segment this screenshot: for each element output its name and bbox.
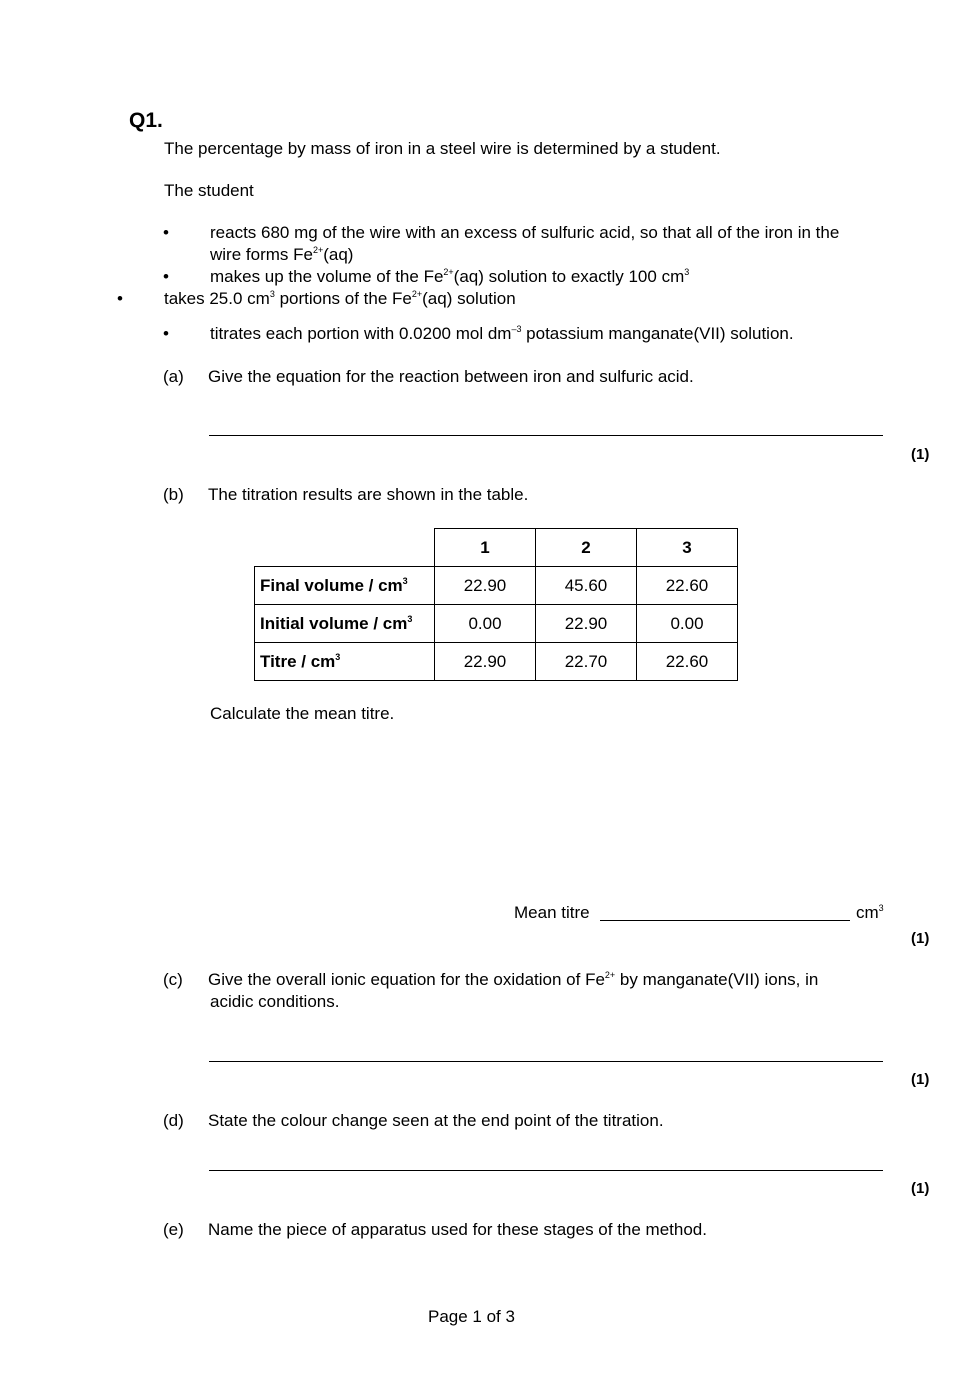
superscript: 2+ [411,289,423,299]
superscript: 2+ [443,267,454,277]
table-row [255,567,738,605]
part-b-instruction: Calculate the mean titre. [210,704,395,723]
row-label: Titre / cm [260,651,336,671]
part-b-mark: (1) [911,930,930,947]
page-number: Page 1 of 3 [428,1307,515,1326]
table-col-header: 1 [435,529,536,567]
bullet-1-line2: wire forms Fe [210,245,313,264]
superscript: 3 [684,267,690,277]
part-a-text: Give the equation for the reaction between iron and sulfuric acid. [208,367,694,386]
part-d-text: State the colour change seen at the end point of the titration. [208,1111,664,1130]
bullet-1-line1: reacts 680 mg of the wire with an excess of sulfuric acid, so that all of the iron in the [210,223,840,242]
bullet-text [210,267,689,287]
bullet-icon: • [163,267,169,286]
bullet-4-text: titrates each portion with 0.0200 mol dm [210,324,512,343]
table-cell: 22.60 [637,567,738,605]
bullet-2-text: makes up the volume of the Fe [210,267,444,286]
table-cell: 45.60 [536,567,637,605]
part-d-answer-line[interactable] [209,1170,883,1171]
titration-table [254,528,738,681]
table-row-header [255,567,435,605]
superscript: 2+ [312,245,324,255]
part-b-label: (b) [163,485,184,504]
table-col-header: 2 [536,529,637,567]
bullet-3-text-end: (aq) solution [422,289,516,308]
table-cell: 22.90 [536,605,637,643]
question-number: Q1. [129,109,163,132]
mean-titre-unit [856,903,884,923]
row-label: Initial volume / cm [260,613,408,633]
superscript: 3 [402,575,408,586]
table-cell: 22.90 [435,643,536,681]
table-cell: 0.00 [435,605,536,643]
superscript: 3 [269,289,275,299]
table-cell: 22.70 [536,643,637,681]
student-label: The student [164,181,254,200]
mean-titre-answer-line[interactable] [600,920,850,921]
part-c-text-line2: acidic conditions. [210,992,340,1011]
superscript: 3 [878,903,884,913]
part-d-mark: (1) [911,1180,930,1197]
part-c-answer-line[interactable] [209,1061,883,1062]
question-intro: The percentage by mass of iron in a steel wire is determined by a student. [164,139,721,158]
table-row-header [255,605,435,643]
row-label: Final volume / cm [260,575,403,595]
bullet-text [164,289,516,309]
table-row-header [255,643,435,681]
superscript: –3 [511,324,522,334]
table-col-header: 3 [637,529,738,567]
table-row [255,605,738,643]
bullet-3-text-mid: portions of the Fe [274,289,412,308]
superscript: 2+ [604,970,616,980]
bullet-icon: • [117,289,123,308]
part-d-label: (d) [163,1111,184,1130]
table-row [255,643,738,681]
table-corner-cell [255,529,435,567]
part-a-label: (a) [163,367,184,386]
bullet-text [210,324,794,344]
bullet-icon: • [163,324,169,343]
bullet-3-text: takes 25.0 cm [164,289,270,308]
table-cell: 22.90 [435,567,536,605]
part-c-text-start: Give the overall ionic equation for the oxidation of Fe [208,970,605,989]
mean-titre-label: Mean titre [514,903,590,922]
part-c-text [208,970,818,990]
table-header-row [255,529,738,567]
part-a-mark: (1) [911,446,930,463]
bullet-text-continued [210,245,353,265]
unit-text: cm [856,903,879,922]
part-e-label: (e) [163,1220,184,1239]
superscript: 3 [407,613,413,624]
table-cell: 0.00 [637,605,738,643]
part-c-text-end: by manganate(VII) ions, in [615,970,819,989]
bullet-1-line2-end: (aq) [323,245,354,264]
table-cell: 22.60 [637,643,738,681]
part-c-mark: (1) [911,1071,930,1088]
part-b-text: The titration results are shown in the table. [208,485,529,504]
bullet-2-text-mid: (aq) solution to exactly 100 cm [453,267,685,286]
bullet-text [210,223,839,243]
part-a-answer-line[interactable] [209,435,883,436]
bullet-4-text-end: potassium manganate(VII) solution. [521,324,794,343]
superscript: 3 [335,651,341,662]
part-c-label: (c) [163,970,183,989]
bullet-icon: • [163,223,169,242]
part-e-text: Name the piece of apparatus used for these stages of the method. [208,1220,707,1239]
